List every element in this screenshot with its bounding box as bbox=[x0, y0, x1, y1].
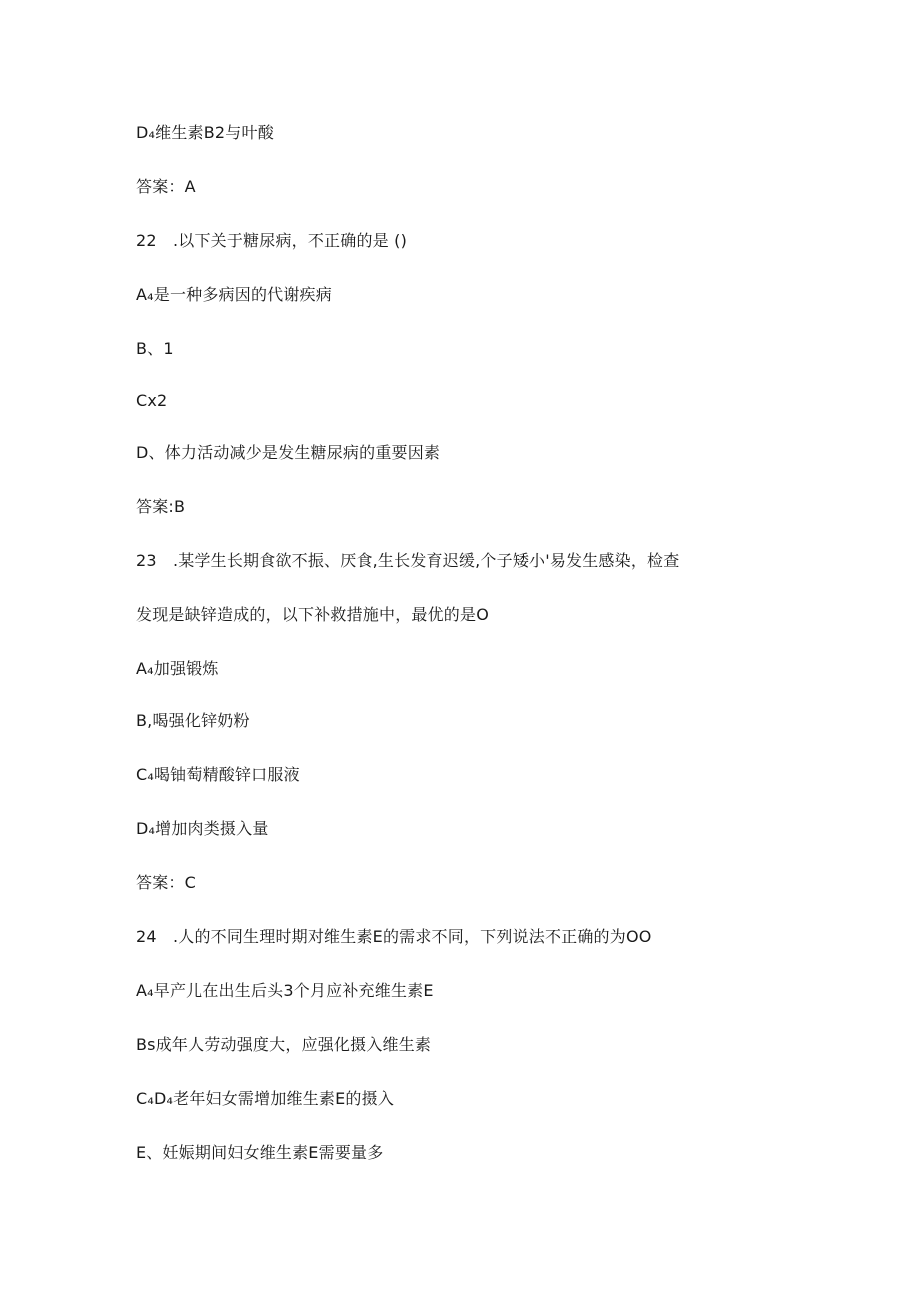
option-d-line: D、体力活动减少是发生糖尿病的重要因素 bbox=[136, 443, 441, 462]
option-d-line: D₄维生素B2与叶酸 bbox=[136, 123, 274, 142]
answer-line: 答案：C bbox=[136, 873, 196, 892]
option-b-line: B、1 bbox=[136, 339, 174, 358]
question-24: 24 .人的不同生理时期对维生素E的需求不同，下列说法不正确的为OO bbox=[136, 927, 652, 946]
option-c-line: C₄喝铀萄精酸锌口服液 bbox=[136, 765, 300, 784]
option-d-line: D₄增加肉类摄入量 bbox=[136, 819, 269, 838]
option-b-line: Bs成年人劳动强度大，应强化摄入维生素 bbox=[136, 1035, 432, 1054]
option-c-d-line: C₄D₄老年妇女需增加维生素E的摄入 bbox=[136, 1089, 395, 1108]
option-a-line: A₄早产儿在出生后头3个月应补充维生素E bbox=[136, 981, 434, 1000]
option-b-line: B,喝强化锌奶粉 bbox=[136, 711, 250, 730]
option-a-line: A₄加强锻炼 bbox=[136, 659, 219, 678]
answer-line: 答案:B bbox=[136, 497, 186, 516]
answer-line: 答案：A bbox=[136, 177, 196, 196]
option-a-line: A₄是一种多病因的代谢疾病 bbox=[136, 285, 332, 304]
option-e-line: E、妊娠期间妇女维生素E需要量多 bbox=[136, 1143, 384, 1162]
question-23: 23 .某学生长期食欲不振、厌食,生长发育迟缓,个子矮小'易发生感染，检查 bbox=[136, 551, 680, 570]
question-22: 22 .以下关于糖尿病，不正确的是 () bbox=[136, 231, 408, 250]
question-23-continued: 发现是缺锌造成的，以下补救措施中，最优的是O bbox=[136, 605, 489, 624]
option-c-line: Cx2 bbox=[136, 391, 168, 410]
